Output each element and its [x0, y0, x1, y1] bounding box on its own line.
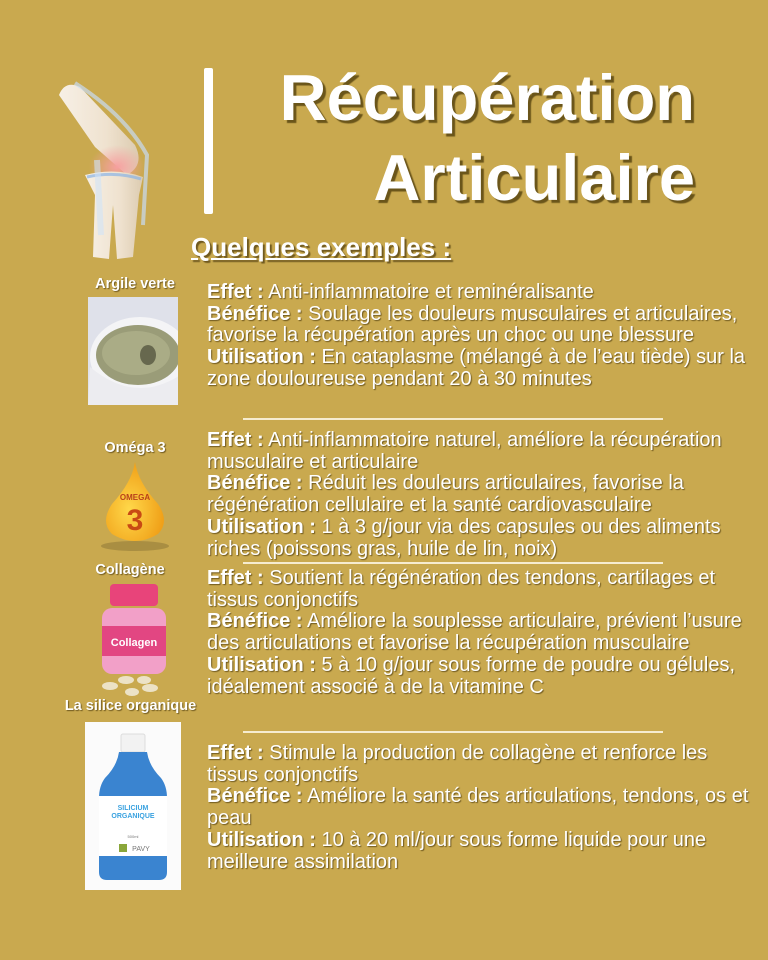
effet-text: Anti-inflammatoire et reminéralisante	[268, 281, 594, 303]
effet-label: Effet :	[207, 429, 264, 451]
utilisation-text: 1 à 3 g/jour via des capsules ou des aliments riches (poissons gras, huile de lin, noix)	[207, 515, 721, 560]
benefice-label: Bénéfice :	[207, 610, 303, 633]
section-divider	[243, 731, 663, 733]
benefice-label: Bénéfice :	[207, 302, 303, 325]
item-omega3	[207, 430, 752, 560]
benefice-text: Améliore la santé des articulations, tendons, os et peau	[207, 785, 749, 830]
utilisation-label: Utilisation :	[207, 828, 316, 851]
collagen-jar-image	[96, 582, 176, 697]
title-line-1: Récupération	[279, 61, 695, 134]
section-divider	[243, 562, 663, 564]
utilisation-label: Utilisation :	[207, 346, 316, 369]
item-label-omega3: Oméga 3	[104, 440, 166, 456]
svg-text:ORGANIQUE: ORGANIQUE	[111, 813, 155, 820]
svg-text:SILICIUM: SILICIUM	[117, 805, 149, 812]
effet-label: Effet :	[207, 281, 264, 303]
svg-text:3: 3	[126, 504, 144, 537]
benefice-label: Bénéfice :	[207, 472, 303, 495]
utilisation-text: En cataplasme (mélangé à de l’eau tiède) sur la zone douloureuse pendant 20 à 30 minutes	[207, 346, 746, 390]
benefice-label: Bénéfice :	[207, 785, 303, 808]
item-silice	[207, 743, 752, 873]
item-argile	[207, 282, 752, 391]
title-line-2: Articulaire	[373, 141, 695, 214]
utilisation-text: 5 à 10 g/jour sous forme de poudre ou gélules, idéalement associé à de la vitamine C	[207, 653, 736, 698]
omega3-drop-image	[98, 460, 173, 555]
svg-text:OMEGA: OMEGA	[119, 493, 151, 502]
section-divider	[243, 418, 663, 420]
effet-text: Stimule la production de collagène et renforce les tissus conjonctifs	[207, 742, 708, 786]
utilisation-label: Utilisation :	[207, 515, 316, 538]
knee-joint-icon	[55, 75, 165, 265]
benefice-text: Soulage les douleurs musculaires et articulaires, favorise la récupération après un choc ou une blessure	[207, 302, 738, 347]
svg-text:PAVY: PAVY	[132, 846, 150, 853]
benefice-text: Améliore la souplesse articulaire, prévient l’usure des articulations et favorise la récupération musculaire	[207, 610, 742, 655]
effet-text: Soutient la régénération des tendons, cartilages et tissus conjonctifs	[207, 567, 716, 611]
effet-label: Effet :	[207, 567, 264, 589]
utilisation-label: Utilisation :	[207, 653, 316, 676]
silicium-bottle-image	[85, 722, 181, 890]
effet-label: Effet :	[207, 742, 264, 764]
item-label-argile: Argile verte	[95, 276, 175, 292]
effet-text: Anti-inflammatoire naturel, améliore la récupération musculaire et articulaire	[207, 429, 722, 473]
svg-text:Collagen: Collagen	[110, 637, 158, 649]
benefice-text: Réduit les douleurs articulaires, favorise la régénération cellulaire et la santé cardiovasculaire	[207, 472, 684, 517]
item-collagene	[207, 568, 752, 698]
item-label-collagene: Collagène	[95, 562, 165, 578]
section-subtitle: Quelques exemples :	[191, 232, 452, 262]
page-title	[215, 58, 695, 218]
svg-text:500ml: 500ml	[127, 834, 139, 839]
utilisation-text: 10 à 20 ml/jour sous forme liquide pour une meilleure assimilation	[207, 828, 707, 873]
item-label-silice: La silice organique	[64, 698, 197, 714]
green-clay-bowl-image	[88, 297, 178, 405]
title-accent-bar	[204, 68, 213, 214]
